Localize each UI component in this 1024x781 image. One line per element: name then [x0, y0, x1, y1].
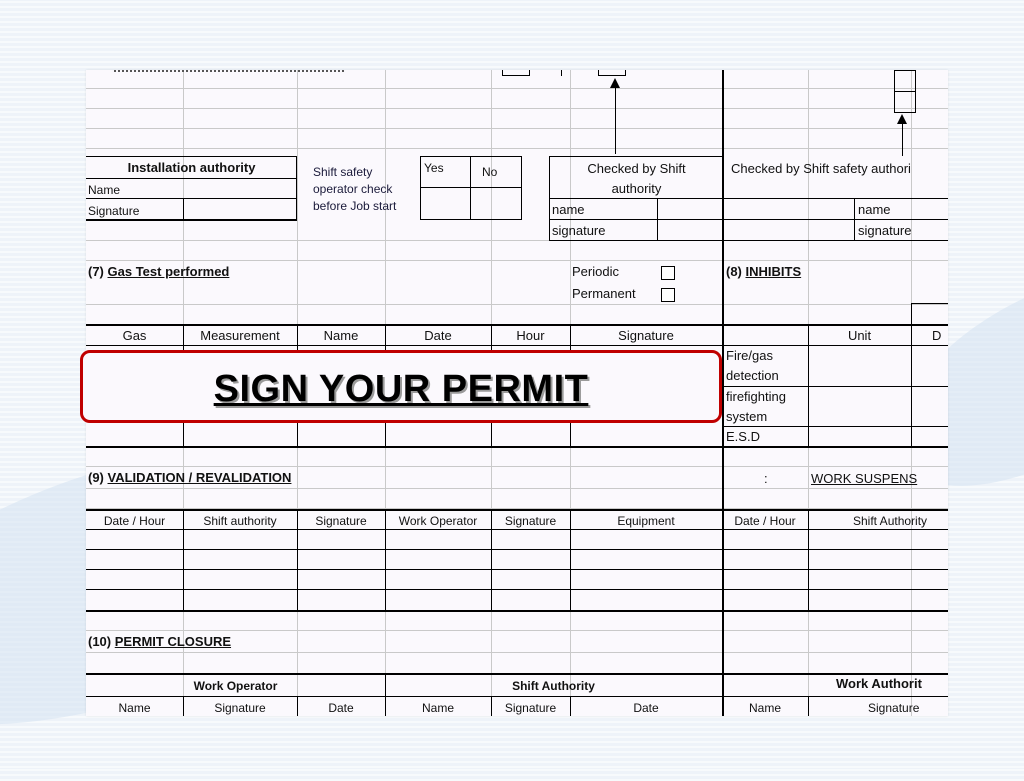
closure-group-work-operator: Work Operator — [193, 679, 278, 693]
checked-shift-authority-line1: Checked by Shift — [587, 161, 686, 176]
inhibits-row-detection: detection — [726, 368, 779, 383]
sign-permit-callout-text: SIGN YOUR PERMIT — [213, 368, 589, 410]
closure-sub-name-2: Name — [421, 701, 454, 715]
gas-header-measurement: Measurement — [200, 328, 280, 343]
closure-group-work-authority: Work Authorit — [836, 676, 922, 691]
suspension-header-date-hour: Date / Hour — [734, 514, 796, 528]
closure-sub-name-3: Name — [748, 701, 781, 715]
installation-name-label: Name — [88, 183, 121, 197]
validation-header-signature: Signature — [315, 514, 367, 528]
validation-header-signature-2: Signature — [504, 514, 557, 528]
periodic-checkbox[interactable] — [661, 266, 675, 280]
validation-header-shift-authority: Shift authority — [203, 514, 277, 528]
validation-header-work-operator: Work Operator — [398, 514, 478, 528]
yes-label: Yes — [424, 161, 444, 175]
suspension-header-shift-authority: Shift Authority — [853, 514, 928, 528]
inhibits-row-system: system — [726, 409, 768, 424]
permit-closure-title: PERMIT CLOSURE — [114, 634, 232, 649]
gas-test-number: (7) — [88, 264, 104, 279]
closure-sub-date-1: Date — [328, 701, 354, 715]
work-suspension-title: WORK SUSPENS — [811, 471, 918, 486]
installation-authority-title: Installation authority — [127, 160, 256, 175]
periodic-label: Periodic — [572, 264, 619, 279]
inhibits-row-firefighting: firefighting — [726, 389, 786, 404]
checked-safety-authority-name-label: name — [858, 202, 891, 217]
dotted-fill-line — [114, 70, 344, 72]
shift-safety-line3: before Job start — [313, 199, 397, 213]
permanent-checkbox[interactable] — [661, 288, 675, 302]
inhibits-header-partial: D — [932, 328, 942, 343]
inhibits-row-esd: E.S.D — [726, 429, 760, 444]
permit-closure-heading — [88, 634, 231, 650]
gas-header-gas: Gas — [122, 328, 147, 343]
installation-signature-label: Signature — [88, 204, 140, 218]
permit-closure-number: (10) — [88, 634, 112, 649]
checked-shift-authority-line2: authority — [611, 181, 662, 196]
validation-title: VALIDATION / REVALIDATION — [107, 470, 292, 485]
gas-header-hour: Hour — [516, 328, 545, 343]
gas-header-name: Name — [323, 328, 359, 343]
sign-permit-callout — [80, 350, 722, 423]
validation-header-equipment: Equipment — [617, 514, 675, 528]
checked-shift-authority-signature-label: signature — [552, 223, 606, 238]
shift-safety-line2: operator check — [313, 182, 393, 196]
closure-sub-name-1: Name — [118, 701, 151, 715]
checked-safety-authority-signature-label: signature — [858, 223, 912, 238]
closure-sub-date-2: Date — [633, 701, 659, 715]
suspension-colon: : — [764, 471, 768, 486]
gas-header-date: Date — [424, 328, 452, 343]
validation-number: (9) — [88, 470, 104, 485]
inhibits-header-unit: Unit — [847, 328, 872, 343]
checked-shift-authority-name-label: name — [552, 202, 585, 217]
gas-header-signature: Signature — [618, 328, 674, 343]
closure-sub-signature-1: Signature — [214, 701, 266, 715]
inhibits-heading — [726, 264, 801, 280]
validation-header-date-hour: Date / Hour — [103, 514, 166, 528]
inhibits-number: (8) — [726, 264, 742, 279]
closure-sub-signature-3: Signature — [868, 701, 920, 715]
closure-sub-signature-2: Signature — [504, 701, 557, 715]
inhibits-row-fire-gas: Fire/gas — [726, 348, 773, 363]
arrow-up-icon — [610, 78, 620, 88]
inhibits-title: INHIBITS — [745, 264, 802, 279]
gas-test-heading — [88, 264, 229, 280]
closure-group-shift-authority: Shift Authority — [512, 679, 595, 693]
checked-safety-authority-title: Checked by Shift safety authori — [731, 161, 911, 176]
no-label: No — [482, 165, 498, 179]
shift-safety-line1: Shift safety — [313, 165, 373, 179]
gas-test-title: Gas Test performed — [107, 264, 230, 279]
permanent-label: Permanent — [572, 286, 636, 301]
arrow-up-icon — [897, 114, 907, 124]
validation-heading — [88, 470, 291, 486]
